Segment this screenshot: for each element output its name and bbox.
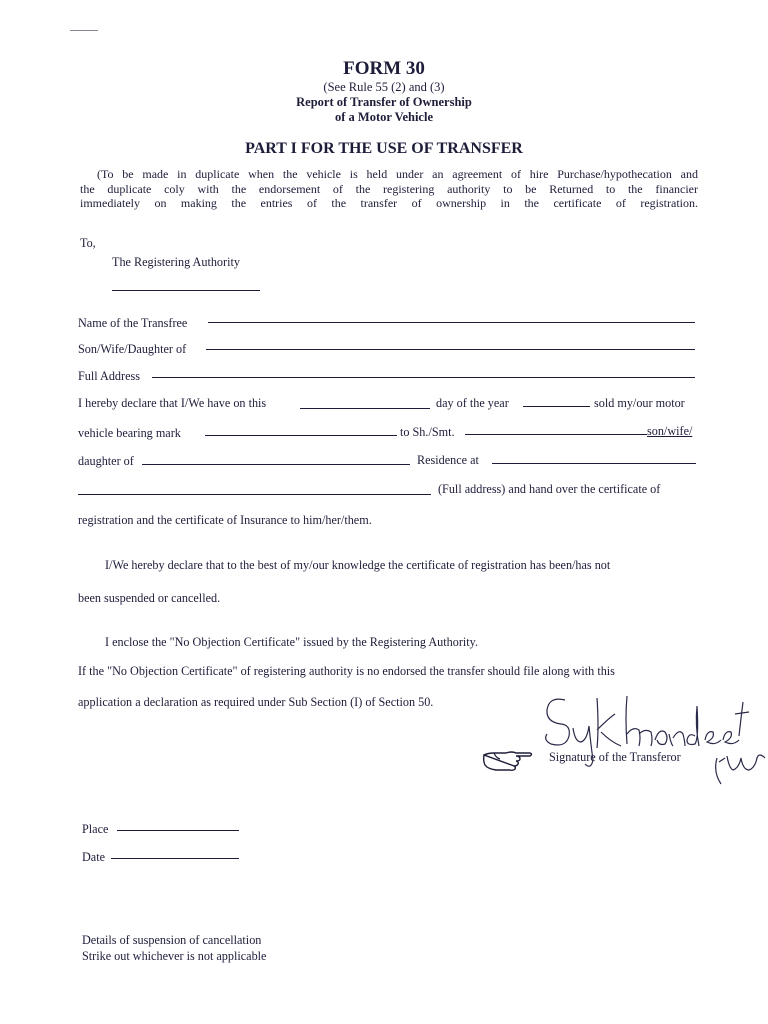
relation-label: Son/Wife/Daughter of — [78, 342, 187, 356]
daughter-of-label: daughter of — [78, 454, 134, 468]
date-label: Date — [82, 850, 106, 864]
footer-note-2: Strike out whichever is not applicable — [82, 949, 267, 963]
residence-label: Residence at — [417, 453, 479, 467]
pointing-hand-icon — [482, 747, 534, 773]
enclose-line-1: I enclose the "No Objection Certificate" issued by the Registering Authority. — [105, 635, 479, 649]
note-line-3: immediately on making the entries of the transfer of ownership in the certificate of registration. — [80, 196, 698, 210]
year-blank[interactable] — [523, 406, 590, 407]
date-blank[interactable] — [111, 858, 239, 859]
transferee-label: Name of the Transfree — [78, 316, 188, 330]
full-address-blank[interactable] — [152, 377, 695, 378]
footer-note-1: Details of suspension of cancellation — [82, 933, 262, 947]
enclose-line-2: If the "No Objection Certificate" of registering authority is no endorsed the transfer should file along with this — [78, 664, 615, 678]
daughter-of-blank[interactable] — [142, 464, 410, 465]
signature-label: Signature of the Transferor — [549, 750, 681, 764]
knowledge-line-2: been suspended or cancelled. — [78, 591, 221, 605]
place-blank[interactable] — [117, 830, 239, 831]
registration-text: registration and the certificate of Insurance to him/her/them. — [78, 513, 372, 527]
sh-smt-label: to Sh./Smt. — [400, 425, 455, 439]
handwritten-signature — [535, 688, 768, 788]
declare-text-c: sold my/our motor — [594, 396, 685, 410]
registering-authority: The Registering Authority — [112, 255, 240, 269]
vehicle-mark-blank[interactable] — [205, 435, 397, 436]
relation-blank[interactable] — [206, 349, 695, 350]
knowledge-line-1: I/We hereby declare that to the best of my/our knowledge the certificate of registration has been/has not — [105, 558, 611, 572]
report-title-line1: Report of Transfer of Ownership — [296, 95, 472, 109]
enclose-line-3: application a declaration as required under Sub Section (I) of Section 50. — [78, 695, 434, 709]
authority-blank[interactable] — [112, 290, 260, 291]
note-line-2: the duplicate coly with the endorsement of the registering authority to be Returned to the financier — [80, 182, 698, 196]
declare-text-b: day of the year — [436, 396, 509, 410]
place-label: Place — [82, 822, 109, 836]
declare-text-a: I hereby declare that I/We have on this — [78, 396, 267, 410]
form-title: FORM 30 — [343, 58, 425, 79]
full-address-label: Full Address — [78, 369, 140, 383]
report-title-line2: of a Motor Vehicle — [334, 110, 434, 124]
vehicle-mark-label: vehicle bearing mark — [78, 426, 181, 440]
pen-mark — [70, 30, 98, 39]
transferee-blank[interactable] — [208, 322, 695, 323]
day-blank[interactable] — [300, 408, 430, 409]
son-wife-label: son/wife/ — [647, 424, 693, 438]
note-line-1: (To be made in duplicate when the vehicle is held under an agreement of hire Purchase/hypothecation and — [97, 167, 698, 181]
full-address-blank-2[interactable] — [78, 494, 431, 495]
to-label: To, — [80, 236, 96, 250]
rule-reference: (See Rule 55 (2) and (3) — [323, 80, 445, 94]
residence-blank[interactable] — [492, 463, 696, 464]
part-heading: PART I FOR THE USE OF TRANSFER — [245, 140, 523, 157]
handover-text: (Full address) and hand over the certificate of — [438, 482, 661, 496]
transferee-name-blank[interactable] — [465, 434, 647, 435]
